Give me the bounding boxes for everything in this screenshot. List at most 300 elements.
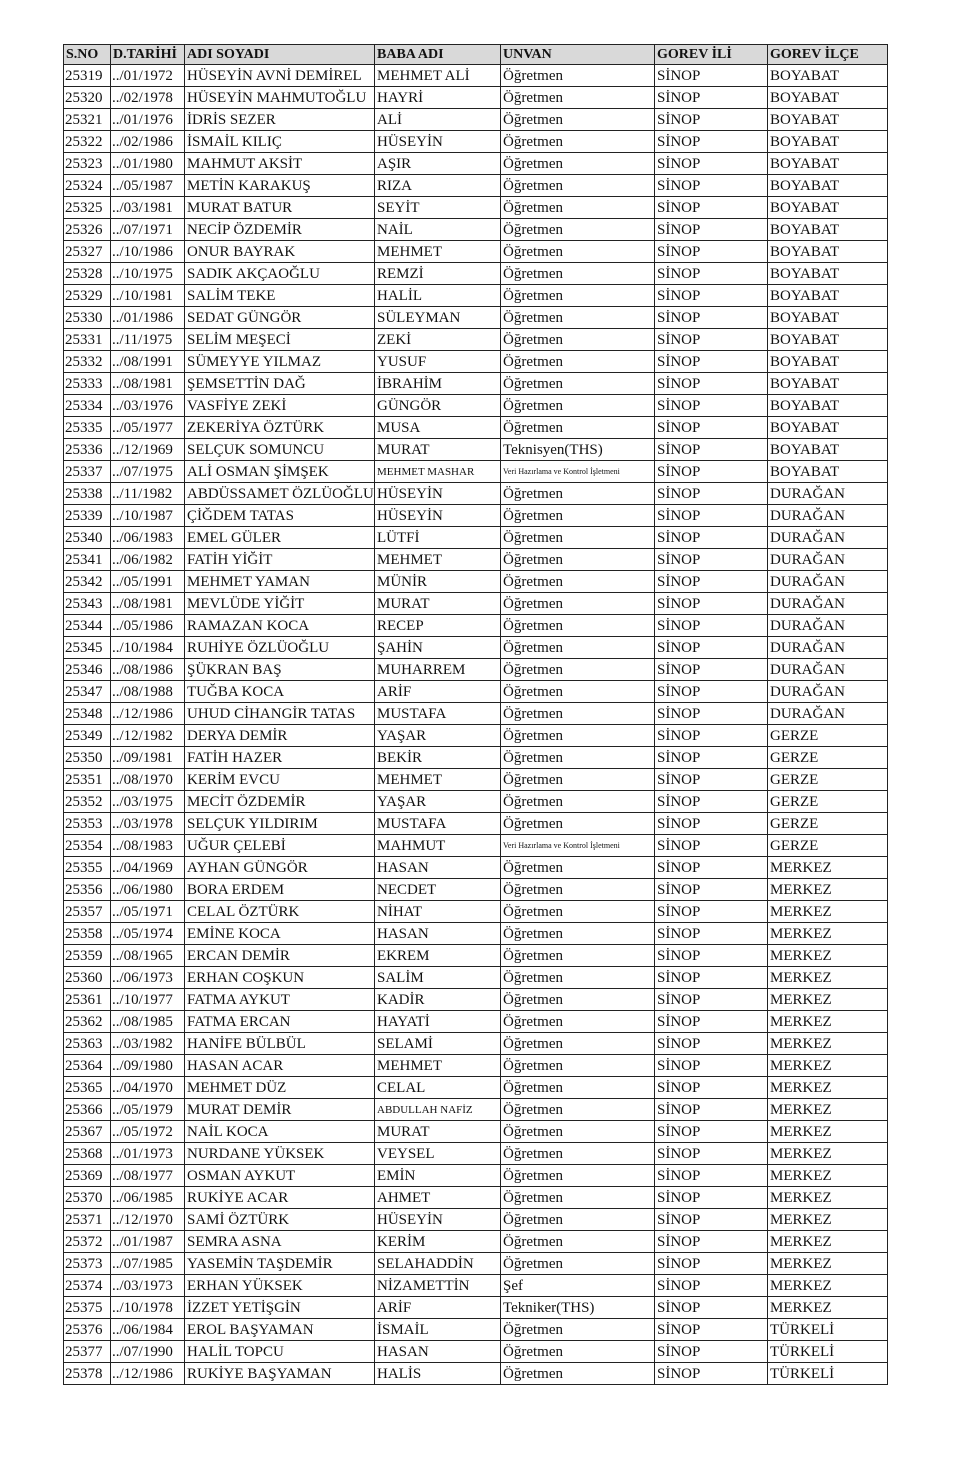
cell-duty-district: DURAĞAN [768,527,888,549]
cell-title: Öğretmen [501,505,655,527]
cell-father-name: HALİS [375,1363,501,1385]
cell-father-name: HASAN [375,1341,501,1363]
cell-father-name: SELAHADDİN [375,1253,501,1275]
cell-full-name: RAMAZAN KOCA [185,615,375,637]
cell-title: Öğretmen [501,1011,655,1033]
table-row [64,659,888,681]
cell-full-name: SELÇUK SOMUNCU [185,439,375,461]
cell-full-name: ZEKERİYA ÖZTÜRK [185,417,375,439]
cell-father-name: MUSTAFA [375,813,501,835]
cell-full-name: HANİFE BÜLBÜL [185,1033,375,1055]
cell-duty-district: BOYABAT [768,241,888,263]
cell-duty-district: DURAĞAN [768,681,888,703]
cell-duty-district: MERKEZ [768,1165,888,1187]
cell-duty-district: GERZE [768,791,888,813]
cell-father-name: HÜSEYİN [375,483,501,505]
cell-duty-province: SİNOP [655,1253,768,1275]
cell-duty-district: BOYABAT [768,153,888,175]
cell-birth-date: ../05/1974 [111,923,185,945]
cell-duty-district: DURAĞAN [768,549,888,571]
table-row [64,725,888,747]
table-row [64,219,888,241]
cell-birth-date: ../06/1984 [111,1319,185,1341]
cell-sno: 25340 [64,527,111,549]
cell-duty-province: SİNOP [655,813,768,835]
cell-title: Tekniker(THS) [501,1297,655,1319]
cell-duty-province: SİNOP [655,923,768,945]
cell-sno: 25375 [64,1297,111,1319]
cell-father-name: KERİM [375,1231,501,1253]
cell-father-name: MEHMET ALİ [375,65,501,87]
cell-father-name: MUSA [375,417,501,439]
cell-birth-date: ../01/1987 [111,1231,185,1253]
cell-birth-date: ../05/1991 [111,571,185,593]
cell-father-name: VEYSEL [375,1143,501,1165]
cell-full-name: AYHAN GÜNGÖR [185,857,375,879]
cell-duty-district: DURAĞAN [768,483,888,505]
cell-father-name: MUHARREM [375,659,501,681]
cell-sno: 25361 [64,989,111,1011]
cell-duty-province: SİNOP [655,747,768,769]
cell-father-name: RIZA [375,175,501,197]
cell-full-name: SAMİ ÖZTÜRK [185,1209,375,1231]
cell-sno: 25350 [64,747,111,769]
table-row [64,241,888,263]
cell-duty-province: SİNOP [655,1363,768,1385]
cell-birth-date: ../10/1977 [111,989,185,1011]
cell-sno: 25332 [64,351,111,373]
cell-full-name: MEHMET YAMAN [185,571,375,593]
cell-duty-district: MERKEZ [768,1011,888,1033]
cell-duty-province: SİNOP [655,791,768,813]
table-row [64,285,888,307]
cell-sno: 25363 [64,1033,111,1055]
cell-duty-province: SİNOP [655,109,768,131]
cell-full-name: BORA ERDEM [185,879,375,901]
cell-duty-province: SİNOP [655,1077,768,1099]
table-row [64,109,888,131]
cell-father-name: ŞAHİN [375,637,501,659]
cell-birth-date: ../06/1973 [111,967,185,989]
cell-duty-province: SİNOP [655,1297,768,1319]
cell-title: Teknisyen(THS) [501,439,655,461]
table-row [64,417,888,439]
cell-duty-district: BOYABAT [768,395,888,417]
cell-duty-province: SİNOP [655,879,768,901]
table-row [64,1297,888,1319]
cell-duty-province: SİNOP [655,373,768,395]
cell-duty-province: SİNOP [655,87,768,109]
cell-father-name: YAŞAR [375,725,501,747]
table-row [64,263,888,285]
table-row [64,593,888,615]
table-row [64,901,888,923]
cell-full-name: FATİH HAZER [185,747,375,769]
table-row [64,153,888,175]
cell-duty-province: SİNOP [655,307,768,329]
cell-father-name: SELAMİ [375,1033,501,1055]
cell-birth-date: ../07/1971 [111,219,185,241]
cell-full-name: SEMRA ASNA [185,1231,375,1253]
cell-duty-district: DURAĞAN [768,637,888,659]
cell-birth-date: ../09/1980 [111,1055,185,1077]
table-row [64,769,888,791]
cell-title: Öğretmen [501,989,655,1011]
cell-title: Öğretmen [501,87,655,109]
cell-father-name: LÜTFİ [375,527,501,549]
cell-full-name: ERHAN YÜKSEK [185,1275,375,1297]
cell-father-name: HAYRİ [375,87,501,109]
table-row [64,989,888,1011]
cell-sno: 25374 [64,1275,111,1297]
cell-duty-district: BOYABAT [768,461,888,483]
cell-duty-district: MERKEZ [768,1055,888,1077]
table-row [64,131,888,153]
table-row [64,571,888,593]
cell-duty-province: SİNOP [655,1143,768,1165]
cell-sno: 25354 [64,835,111,857]
cell-title: Öğretmen [501,219,655,241]
cell-title: Öğretmen [501,549,655,571]
cell-father-name: MEHMET [375,1055,501,1077]
cell-full-name: SELÇUK YILDIRIM [185,813,375,835]
cell-title: Öğretmen [501,1209,655,1231]
table-row [64,461,888,483]
cell-duty-province: SİNOP [655,989,768,1011]
table-row [64,1011,888,1033]
cell-full-name: HÜSEYİN MAHMUTOĞLU [185,87,375,109]
cell-father-name: MÜNİR [375,571,501,593]
cell-duty-district: BOYABAT [768,373,888,395]
cell-birth-date: ../03/1976 [111,395,185,417]
cell-duty-province: SİNOP [655,1341,768,1363]
cell-birth-date: ../08/1981 [111,593,185,615]
table-row [64,1341,888,1363]
cell-full-name: HASAN ACAR [185,1055,375,1077]
cell-sno: 25345 [64,637,111,659]
cell-birth-date: ../01/1973 [111,1143,185,1165]
cell-full-name: HÜSEYİN AVNİ DEMİREL [185,65,375,87]
cell-birth-date: ../12/1970 [111,1209,185,1231]
cell-full-name: SADIK AKÇAOĞLU [185,263,375,285]
cell-duty-province: SİNOP [655,857,768,879]
cell-title: Öğretmen [501,1143,655,1165]
cell-birth-date: ../08/1985 [111,1011,185,1033]
cell-sno: 25326 [64,219,111,241]
cell-duty-province: SİNOP [655,659,768,681]
table-row [64,1165,888,1187]
cell-father-name: AHMET [375,1187,501,1209]
cell-duty-district: MERKEZ [768,989,888,1011]
cell-duty-district: MERKEZ [768,1033,888,1055]
cell-full-name: METİN KARAKUŞ [185,175,375,197]
cell-sno: 25331 [64,329,111,351]
cell-father-name: MEHMET MASHAR [375,461,501,483]
cell-title: Öğretmen [501,1077,655,1099]
cell-duty-province: SİNOP [655,1165,768,1187]
cell-title: Öğretmen [501,659,655,681]
cell-full-name: CELAL ÖZTÜRK [185,901,375,923]
cell-sno: 25371 [64,1209,111,1231]
cell-birth-date: ../08/1983 [111,835,185,857]
table-row [64,65,888,87]
cell-duty-district: MERKEZ [768,879,888,901]
cell-duty-district: DURAĞAN [768,659,888,681]
cell-duty-province: SİNOP [655,703,768,725]
cell-father-name: NECDET [375,879,501,901]
cell-duty-district: GERZE [768,835,888,857]
cell-birth-date: ../05/1977 [111,417,185,439]
cell-father-name: ABDULLAH NAFİZ [375,1099,501,1121]
cell-full-name: VASFİYE ZEKİ [185,395,375,417]
cell-duty-district: MERKEZ [768,901,888,923]
cell-sno: 25368 [64,1143,111,1165]
table-row [64,351,888,373]
cell-full-name: MEHMET DÜZ [185,1077,375,1099]
cell-duty-province: SİNOP [655,1121,768,1143]
cell-birth-date: ../01/1980 [111,153,185,175]
cell-sno: 25365 [64,1077,111,1099]
cell-duty-district: GERZE [768,769,888,791]
cell-title: Öğretmen [501,263,655,285]
cell-father-name: MURAT [375,593,501,615]
cell-sno: 25327 [64,241,111,263]
table-row [64,923,888,945]
cell-duty-province: SİNOP [655,417,768,439]
cell-duty-province: SİNOP [655,1209,768,1231]
table-row [64,1033,888,1055]
table-row [64,87,888,109]
cell-title: Öğretmen [501,1099,655,1121]
cell-father-name: ARİF [375,681,501,703]
cell-full-name: ŞEMSETTİN DAĞ [185,373,375,395]
cell-sno: 25337 [64,461,111,483]
cell-father-name: MEHMET [375,241,501,263]
cell-title: Öğretmen [501,923,655,945]
cell-full-name: SÜMEYYE YILMAZ [185,351,375,373]
cell-sno: 25358 [64,923,111,945]
cell-birth-date: ../11/1982 [111,483,185,505]
cell-duty-district: MERKEZ [768,1231,888,1253]
table-row [64,703,888,725]
cell-father-name: MAHMUT [375,835,501,857]
cell-duty-province: SİNOP [655,725,768,747]
cell-full-name: MAHMUT AKSİT [185,153,375,175]
cell-birth-date: ../09/1981 [111,747,185,769]
cell-sno: 25338 [64,483,111,505]
cell-birth-date: ../03/1973 [111,1275,185,1297]
cell-duty-district: MERKEZ [768,1143,888,1165]
cell-birth-date: ../07/1975 [111,461,185,483]
cell-duty-district: TÜRKELİ [768,1341,888,1363]
cell-title: Öğretmen [501,329,655,351]
cell-duty-province: SİNOP [655,615,768,637]
cell-duty-district: MERKEZ [768,1275,888,1297]
cell-duty-province: SİNOP [655,527,768,549]
table-row [64,197,888,219]
cell-duty-province: SİNOP [655,439,768,461]
cell-father-name: NİHAT [375,901,501,923]
cell-title: Öğretmen [501,857,655,879]
table-row [64,1231,888,1253]
cell-sno: 25347 [64,681,111,703]
cell-birth-date: ../04/1970 [111,1077,185,1099]
cell-father-name: SALİM [375,967,501,989]
cell-duty-district: MERKEZ [768,967,888,989]
cell-duty-district: MERKEZ [768,1077,888,1099]
cell-duty-province: SİNOP [655,967,768,989]
cell-title: Öğretmen [501,373,655,395]
cell-father-name: NAİL [375,219,501,241]
cell-birth-date: ../06/1985 [111,1187,185,1209]
table-row [64,637,888,659]
table-row [64,681,888,703]
cell-father-name: HAYATİ [375,1011,501,1033]
cell-sno: 25335 [64,417,111,439]
cell-full-name: NURDANE YÜKSEK [185,1143,375,1165]
cell-father-name: KADİR [375,989,501,1011]
cell-full-name: HALİL TOPCU [185,1341,375,1363]
cell-full-name: ERHAN COŞKUN [185,967,375,989]
cell-title: Öğretmen [501,527,655,549]
cell-full-name: SELİM MEŞECİ [185,329,375,351]
cell-duty-province: SİNOP [655,1231,768,1253]
cell-duty-province: SİNOP [655,901,768,923]
cell-duty-province: SİNOP [655,285,768,307]
cell-father-name: YAŞAR [375,791,501,813]
cell-duty-district: BOYABAT [768,439,888,461]
cell-birth-date: ../02/1978 [111,87,185,109]
table-row [64,1099,888,1121]
cell-full-name: FATİH YİĞİT [185,549,375,571]
cell-duty-district: BOYABAT [768,263,888,285]
cell-duty-province: SİNOP [655,1275,768,1297]
cell-birth-date: ../07/1990 [111,1341,185,1363]
cell-duty-district: GERZE [768,747,888,769]
cell-title: Öğretmen [501,1055,655,1077]
cell-sno: 25349 [64,725,111,747]
cell-full-name: İDRİS SEZER [185,109,375,131]
cell-sno: 25323 [64,153,111,175]
cell-full-name: EMEL GÜLER [185,527,375,549]
table-row [64,791,888,813]
cell-full-name: ERCAN DEMİR [185,945,375,967]
table-row [64,1253,888,1275]
cell-sno: 25377 [64,1341,111,1363]
cell-birth-date: ../05/1986 [111,615,185,637]
cell-duty-province: SİNOP [655,241,768,263]
cell-duty-province: SİNOP [655,219,768,241]
cell-birth-date: ../12/1982 [111,725,185,747]
cell-father-name: BEKİR [375,747,501,769]
cell-birth-date: ../03/1978 [111,813,185,835]
cell-sno: 25319 [64,65,111,87]
table-row [64,329,888,351]
cell-father-name: YUSUF [375,351,501,373]
table-row [64,615,888,637]
cell-duty-district: GERZE [768,813,888,835]
cell-title: Öğretmen [501,197,655,219]
cell-sno: 25339 [64,505,111,527]
cell-duty-province: SİNOP [655,395,768,417]
cell-duty-district: MERKEZ [768,1187,888,1209]
cell-title: Öğretmen [501,131,655,153]
table-row [64,1187,888,1209]
cell-duty-province: SİNOP [655,945,768,967]
cell-birth-date: ../07/1985 [111,1253,185,1275]
cell-full-name: KERİM EVCU [185,769,375,791]
cell-sno: 25328 [64,263,111,285]
cell-birth-date: ../05/1971 [111,901,185,923]
cell-duty-district: MERKEZ [768,923,888,945]
cell-duty-province: SİNOP [655,1033,768,1055]
cell-duty-province: SİNOP [655,263,768,285]
cell-title: Öğretmen [501,1363,655,1385]
cell-birth-date: ../05/1972 [111,1121,185,1143]
table-row [64,835,888,857]
cell-birth-date: ../08/1977 [111,1165,185,1187]
cell-title: Öğretmen [501,967,655,989]
cell-full-name: ABDÜSSAMET ÖZLÜOĞLU [185,483,375,505]
cell-duty-district: MERKEZ [768,945,888,967]
cell-sno: 25325 [64,197,111,219]
cell-father-name: SEYİT [375,197,501,219]
cell-title: Öğretmen [501,153,655,175]
table-row [64,945,888,967]
cell-duty-district: BOYABAT [768,219,888,241]
table-row [64,549,888,571]
cell-sno: 25321 [64,109,111,131]
cell-duty-province: SİNOP [655,197,768,219]
cell-sno: 25367 [64,1121,111,1143]
table-row [64,175,888,197]
cell-duty-province: SİNOP [655,1099,768,1121]
cell-duty-province: SİNOP [655,835,768,857]
cell-sno: 25360 [64,967,111,989]
cell-sno: 25370 [64,1187,111,1209]
cell-birth-date: ../05/1987 [111,175,185,197]
table-row [64,857,888,879]
table-row [64,307,888,329]
cell-duty-province: SİNOP [655,329,768,351]
cell-title: Öğretmen [501,307,655,329]
cell-father-name: ARİF [375,1297,501,1319]
table-row [64,1143,888,1165]
cell-title: Öğretmen [501,945,655,967]
cell-duty-province: SİNOP [655,571,768,593]
cell-title: Öğretmen [501,1121,655,1143]
cell-title: Öğretmen [501,285,655,307]
cell-full-name: İSMAİL KILIÇ [185,131,375,153]
cell-full-name: ÇİĞDEM TATAS [185,505,375,527]
personnel-table [63,44,888,1385]
cell-birth-date: ../10/1975 [111,263,185,285]
cell-birth-date: ../08/1991 [111,351,185,373]
cell-father-name: HÜSEYİN [375,131,501,153]
cell-birth-date: ../06/1980 [111,879,185,901]
cell-full-name: ŞÜKRAN BAŞ [185,659,375,681]
cell-title: Öğretmen [501,901,655,923]
cell-title: Öğretmen [501,65,655,87]
cell-birth-date: ../10/1978 [111,1297,185,1319]
cell-full-name: MECİT ÖZDEMİR [185,791,375,813]
cell-title: Öğretmen [501,1253,655,1275]
cell-sno: 25348 [64,703,111,725]
cell-duty-district: BOYABAT [768,109,888,131]
cell-duty-district: DURAĞAN [768,593,888,615]
cell-sno: 25320 [64,87,111,109]
cell-full-name: DERYA DEMİR [185,725,375,747]
